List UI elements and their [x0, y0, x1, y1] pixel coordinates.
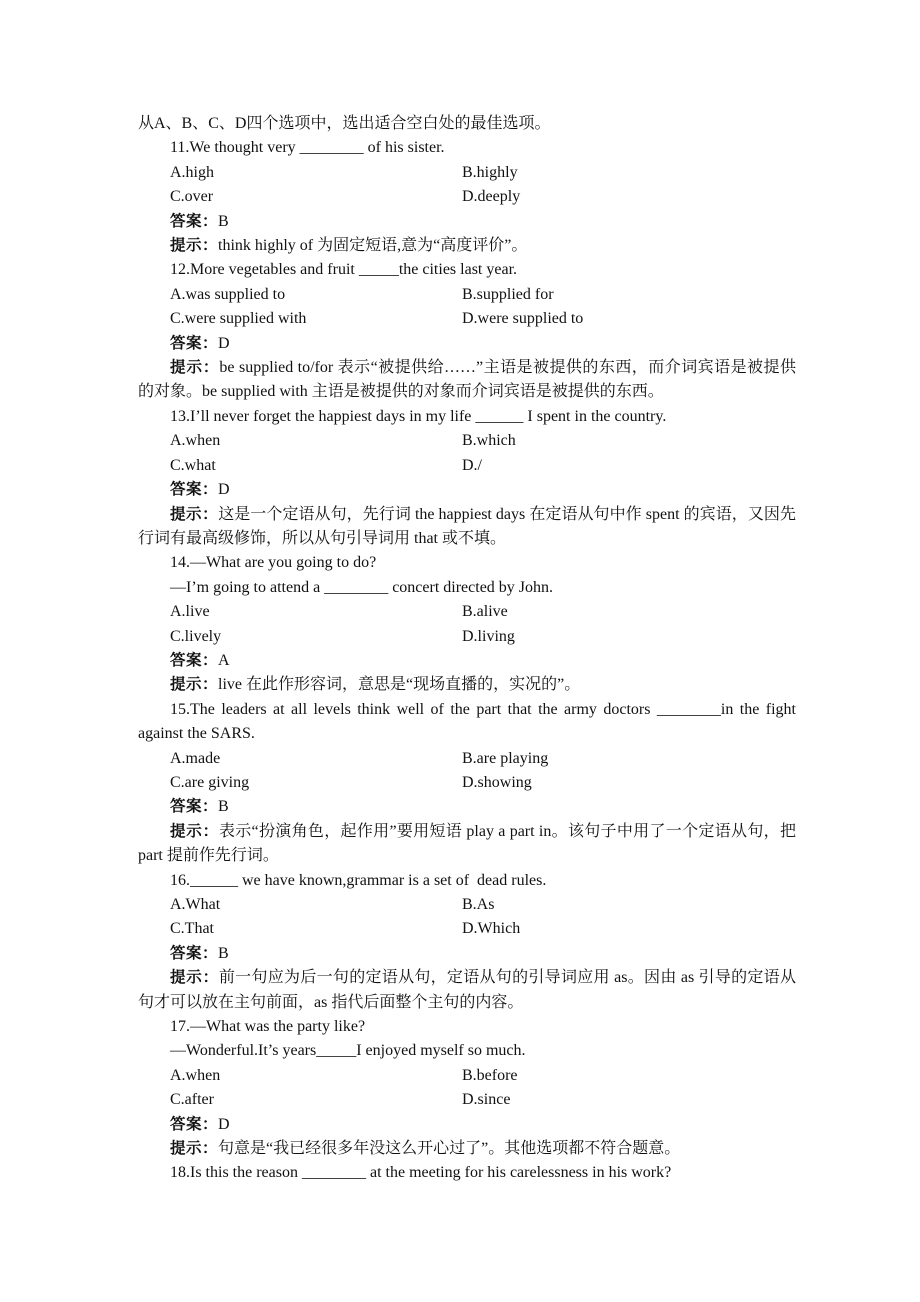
question-13-option-a: A.when	[170, 432, 221, 450]
answer-value: B	[218, 944, 229, 962]
answer-label: 答案：	[170, 651, 219, 669]
question-11-option-b: B.highly	[462, 163, 518, 181]
question-16-option-b: B.As	[462, 896, 495, 913]
question-13-text: 13.I’ll never forget the happiest days in my life ______ I spent in the country.	[170, 407, 667, 425]
question-13-option-d: D./	[462, 456, 482, 474]
intro-instruction: 从A、B、C、D四个选项中，选出适合空白处的最佳选项。	[138, 115, 551, 132]
question-14-reply: —I’m going to attend a ________ concert directed by John.	[170, 578, 554, 596]
answer-label: 答案：	[170, 944, 219, 962]
question-15-options-ab	[138, 747, 796, 771]
question-14-option-b: B.alive	[462, 603, 508, 621]
answer-label: 答案：	[170, 481, 219, 499]
question-18-text: 18.Is this the reason ________ at the meeting for his carelessness in his work?	[170, 1164, 672, 1182]
question-14-hint	[138, 673, 796, 697]
question-17-option-d: D.since	[462, 1091, 511, 1109]
question-12-option-b: B.supplied for	[462, 285, 554, 303]
question-15-option-c: C.are giving	[170, 773, 250, 791]
question-14-option-c: C.lively	[170, 627, 222, 645]
hint-text: be supplied to/for 表示“被提供给……”主语是被提供的东西，而介词宾语是被提供的对象。be supplied with 主语是被提供的对象而介词宾语是被提供的东西。	[138, 359, 796, 401]
question-14-options-cd	[138, 625, 796, 649]
question-17-options-cd	[138, 1088, 796, 1112]
question-16-answer	[138, 942, 796, 966]
question-17-option-b: B.before	[462, 1066, 518, 1084]
document-content	[138, 112, 796, 1186]
question-13-hint	[138, 503, 796, 552]
answer-label: 答案：	[170, 798, 219, 816]
question-16-options-cd	[138, 917, 796, 941]
question-17	[138, 1015, 796, 1161]
question-17-text: 17.—What was the party like?	[170, 1018, 366, 1036]
question-15	[138, 698, 796, 869]
question-11-text: 11.We thought very ________ of his sister.	[170, 139, 445, 157]
hint-text: 前一句应为后一句的定语从句，定语从句的引导词应用 as。因由 as 引导的定语从句才可以放在主句前面，as 指代后面整个主句的内容。	[138, 969, 796, 1011]
question-14	[138, 551, 796, 697]
question-12-answer	[138, 332, 796, 356]
hint-label: 提示：	[170, 359, 220, 377]
question-14-options-ab	[138, 600, 796, 624]
question-15-option-b: B.are playing	[462, 749, 549, 767]
hint-text: live 在此作形容词，意思是“现场直播的，实况的”。	[218, 676, 581, 694]
answer-value: B	[218, 212, 229, 230]
hint-label: 提示：	[170, 969, 219, 987]
hint-label: 提示：	[170, 676, 219, 694]
question-11-option-c: C.over	[170, 188, 214, 206]
question-12-text: 12.More vegetables and fruit _____the cities last year.	[170, 261, 518, 279]
question-12-option-c: C.were supplied with	[170, 310, 307, 328]
question-17-answer	[138, 1113, 796, 1137]
question-15-text-continued: against the SARS.	[138, 725, 255, 743]
question-15-option-a: A.made	[170, 749, 221, 767]
question-11-answer	[138, 210, 796, 234]
answer-label: 答案：	[170, 212, 219, 230]
question-17-reply: —Wonderful.It’s years_____I enjoyed myself so much.	[170, 1042, 526, 1060]
question-16-option-d: D.Which	[462, 920, 521, 938]
answer-value: D	[218, 1115, 230, 1133]
answer-value: D	[218, 334, 230, 352]
question-13-option-b: B.which	[462, 432, 516, 450]
question-18	[138, 1161, 796, 1185]
question-16-text: 16.______ we have known,grammar is a set of dead rules.	[170, 871, 547, 889]
question-14-option-a: A.live	[170, 603, 210, 621]
question-13	[138, 405, 796, 551]
question-11-option-d: D.deeply	[462, 188, 521, 206]
question-15-answer	[138, 795, 796, 819]
answer-label: 答案：	[170, 334, 219, 352]
question-12-hint	[138, 356, 796, 405]
question-13-option-c: C.what	[170, 456, 216, 474]
hint-label: 提示：	[170, 1140, 219, 1158]
answer-value: D	[218, 481, 230, 499]
question-12-option-d: D.were supplied to	[462, 310, 584, 328]
question-17-option-c: C.after	[170, 1091, 214, 1109]
hint-label: 提示：	[170, 505, 219, 523]
question-11-options-ab	[138, 161, 796, 185]
hint-text: think highly of 为固定短语,意为“高度评价”。	[218, 237, 528, 255]
answer-value: B	[218, 798, 229, 816]
question-16-options-ab	[138, 893, 796, 917]
question-14-text: 14.—What are you going to do?	[170, 554, 377, 572]
question-11-options-cd	[138, 185, 796, 209]
question-11	[138, 136, 796, 258]
question-16-hint	[138, 966, 796, 1015]
question-14-option-d: D.living	[462, 627, 515, 645]
question-11-hint	[138, 234, 796, 258]
question-15-hint	[138, 820, 796, 869]
question-12	[138, 258, 796, 404]
answer-value: A	[218, 651, 230, 669]
question-17-option-a: A.when	[170, 1066, 221, 1084]
hint-label: 提示：	[170, 822, 219, 840]
question-17-options-ab	[138, 1064, 796, 1088]
question-15-option-d: D.showing	[462, 773, 532, 791]
question-11-option-a: A.high	[170, 163, 214, 181]
hint-text: 句意是“我已经很多年没这么开心过了”。其他选项都不符合题意。	[218, 1140, 681, 1158]
question-12-option-a: A.was supplied to	[170, 285, 286, 303]
hint-text: 表示“扮演角色，起作用”要用短语 play a part in。该句子中用了一个定语从句，把 part 提前作先行词。	[138, 822, 796, 865]
question-12-options-ab	[138, 283, 796, 307]
question-15-options-cd	[138, 771, 796, 795]
question-16	[138, 869, 796, 1015]
question-14-answer	[138, 649, 796, 673]
question-17-hint	[138, 1137, 796, 1161]
question-13-answer	[138, 478, 796, 502]
question-15-text: 15.The leaders at all levels think well of the part that the army doctors ________in the fight	[170, 700, 796, 718]
question-12-options-cd	[138, 307, 796, 331]
answer-label: 答案：	[170, 1115, 219, 1133]
question-13-options-ab	[138, 429, 796, 453]
hint-label: 提示：	[170, 237, 219, 255]
question-16-option-c: C.That	[170, 920, 214, 938]
question-13-options-cd	[138, 454, 796, 478]
question-16-option-a: A.What	[170, 896, 221, 913]
hint-text: 这是一个定语从句，先行词 the happiest days 在定语从句中作 spent 的宾语，又因先行词有最高级修饰，所以从句引导词用 that 或不填。	[138, 505, 796, 547]
